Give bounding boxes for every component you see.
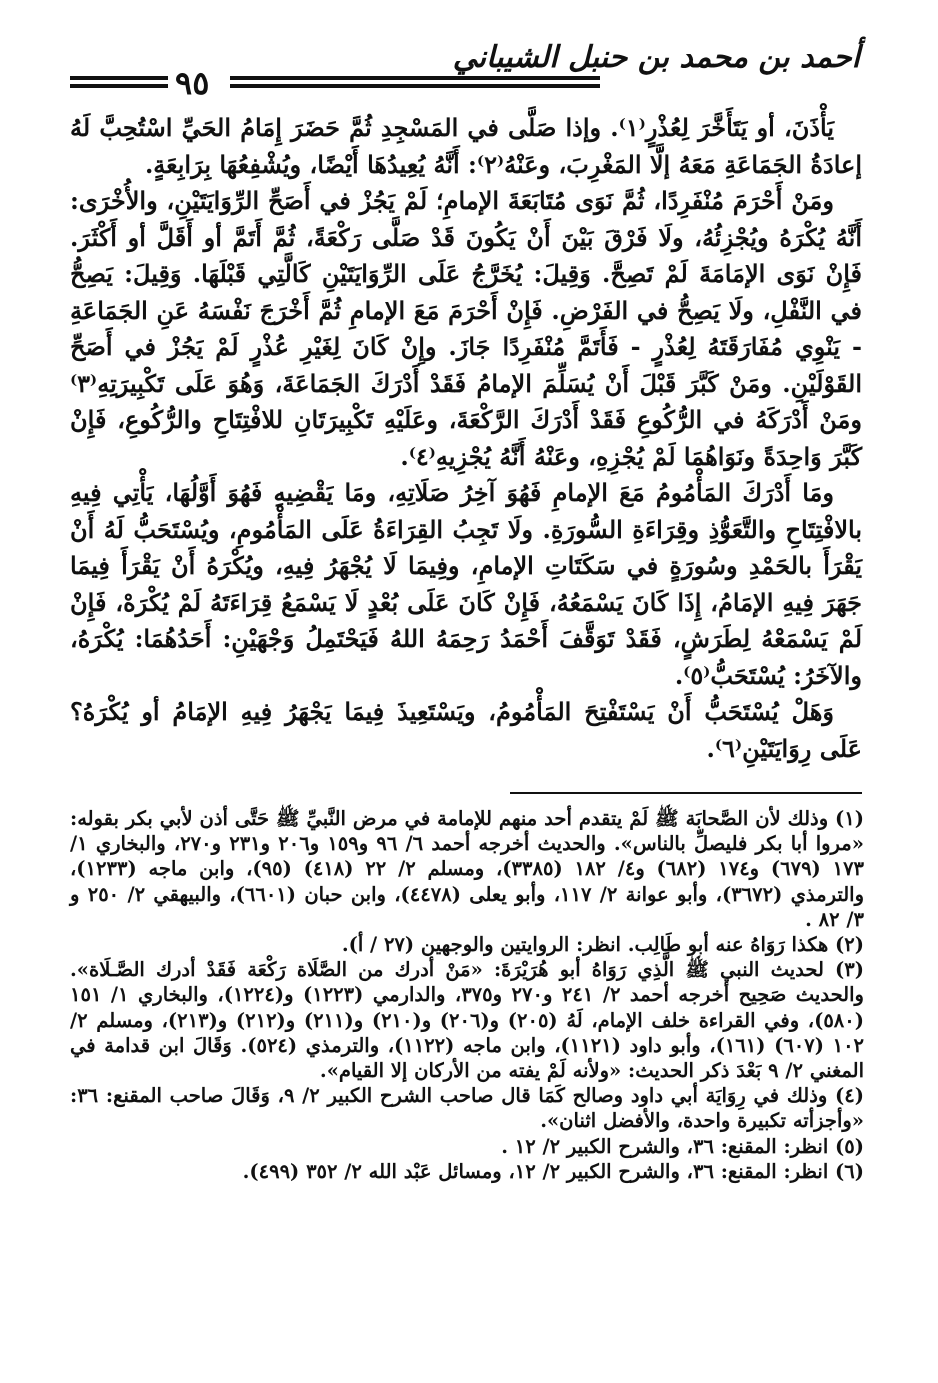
- page-number: ٩٥: [175, 64, 210, 102]
- footnote: (٢) هكذا رَوَاهُ عنه أبو طَالِب. انظر: الروايتين والوجهين (٢٧ / أ).: [341, 933, 864, 957]
- header-rule-left: [70, 76, 168, 92]
- header-rule-right: [230, 76, 600, 92]
- footnotes: [70, 806, 864, 1184]
- paragraph: وَهَلْ يُسْتَحَبُّ أَنْ يَسْتَفْتِحَ المَأْمُومُ، ويَسْتَعِيذَ فِيمَا يَجْهَرُ فِيهِ الإمَامُ أو يُكْرَهُ؟ عَلَى رِوَايَتَيْنِ⁽٦⁾.: [70, 697, 862, 763]
- paragraph: ومَا أَدْرَكَ المَأْمُومُ مَعَ الإمامِ فَهُوَ آخِرُ صَلَاتِهِ، ومَا يَقْضِيهِ فَهُوَ أَوَّلُهَا، يَأْتِي فِيهِ بالافْتِتَاحِ والتَّعَوُّذِ وقِرَاءَةِ السُّورَةِ. ولَا تَجِبُ القِرَاءَةُ عَلَى المَأْمُومِ، ويُسْتَحَبُّ لَهُ أَنْ يَقْرَأَ بالحَمْدِ وسُورَةٍ في سَكَتَاتِ الإمامِ، وفِيمَا لَا يُجْهَرُ فِيهِ، ويُكْرَهُ أَنْ يَقْرَأَ فِيمَا جَهَرَ فِيهِ الإمَامُ، إِذَا كَانَ يَسْمَعُهُ، فَإِنْ كَانَ عَلَى بُعْدٍ لَا يَسْمَعُ قِرَاءَتَهُ لَمْ يُكْرَهْ، فَإِنْ لَمْ يَسْمَعْهُ لِطَرَشٍ، فَقَدْ تَوَقَّفَ أَحْمَدُ رَحِمَهُ اللهُ فَيَحْتَمِلُ وَجْهَيْنِ: أَحَدُهُمَا: يُكْرَهُ، والآخَرُ: يُسْتَحَبُّ⁽٥⁾.: [70, 478, 862, 690]
- footnote: (١) وذلك لأن الصَّحابَة ﷺ لَمْ يتقدم أحد منهم للإمامة في مرض النَّبيِّ ﷺ حَتَّى أذن لأبي بكر بقوله: «مروا أبا بكر فليصلِّ بالناس». والحديث أخرجه أحمد ٦/ ٩٦ و١٥٩ و٢٠٦ و٢٣١ و٢٧٠، والبخاري ١/ ١٧٣ (٦٧٩) و١٧٤ (٦٨٢) و٤/ ١٨٢ (٣٣٨٥)، ومسلم ٢/ ٢٢ (٤١٨) (٩٥)، وابن ماجه (١٢٣٣)، والترمذي (٣٦٧٢)، وأبو عوانة ٢/ ١١٧، وأبو يعلى (٤٤٧٨)، وابن حبان (٦٦٠١)، والبيهقي ٢/ ٢٥٠ و ٣/ ٨٢ .: [70, 807, 865, 931]
- paragraph: يَأْذَنَ، أو يَتَأَخَّرَ لِعُذْرٍ⁽١⁾. وإذا صَلَّى في المَسْجِدِ ثُمَّ حَضَرَ إِمَامُ الحَيِّ اسْتُحِبَّ لَهُ إعادَةُ الجَمَاعَةِ مَعَهُ إلَّا المَغْرِبَ، وعَنْهُ⁽٢⁾: أَنَّهُ يُعِيدُهَا أَيْضًا، ويُشْفِعُهَا بِرَابِعَةٍ.: [70, 113, 862, 179]
- footnote: (٣) لحديث النبي ﷺ الَّذِي رَوَاهُ أبو هُرَيْرَةَ: «مَنْ أدرك من الصَّلَاة رَكْعَة فَقَدْ أدرك الصَّـلَاة». والحديث صَحِيح أخرجه أحمد ٢/ ٢٤١ و٢٧٠ و٣٧٥، والدارمي (١٢٢٣) و(١٢٢٤)، والبخاري ١/ ١٥١ (٥٨٠)، وفي القراءة خلف الإمام، لَهُ (٢٠٥) و(٢٠٦) و(٢١٠) و(٢١١) و(٢١٢) و(٢١٣)، ومسلم ٢/ ١٠٢ (٦٠٧) (١٦١)، وأبو داود (١١٢١)، وابن ماجه (١١٢٢)، والترمذي (٥٢٤). وَقَالَ ابن قدامة في المغني ٢/ ٩ بَعْدَ ذكر الحديث: «ولأنه لَمْ يفته من الأركان إلا القيام».: [70, 958, 865, 1083]
- footnote: (٤) وذلك في رِوَايَة أبي داود وصالح كَمَا قال صاحب الشرح الكبير ٢/ ٩، وَقَالَ صاحب المقنع: ٣٦: «وأجزأته تكبيرة واحدة، والأفضل اثنان».: [70, 1084, 864, 1133]
- page-header: [70, 40, 860, 100]
- paragraph: ومَنْ أَحْرَمَ مُنْفَرِدًا، ثُمَّ نَوَى مُتَابَعَةَ الإمامِ؛ لَمْ يَجُزْ في أَصَحِّ الرِّوَايَتَيْنِ، والأُخْرَى: أَنَّهُ يُكْرَهُ ويُجْزِئُهُ، ولَا فَرْقَ بَيْنَ أَنْ يَكُونَ قَدْ صَلَّى رَكْعَةً، ثُمَّ أَتَمَّ أو أَقَلَّ أو أَكْثَرَ. فَإِنْ نَوَى الإمَامَةَ لَمْ تَصِحَّ. وَقِيلَ: يُخَرَّجُ عَلَى الرِّوَايَتَيْنِ كَالَّتِي قَبْلَهَا. وَقِيلَ: يَصِحُّ في النَّفْلِ، ولَا يَصِحُّ في الفَرْضِ. فَإِنْ أَحْرَمَ مَعَ الإمامِ ثُمَّ أَخْرَجَ نَفْسَهُ عَنِ الجَمَاعَةِ - يَنْوِي مُفَارَقَتَهُ لِعُذْرٍ - فَأَتَمَّ مُنْفَرِدًا جَازَ. وإِنْ كَانَ لِغَيْرِ عُذْرٍ لَمْ يَجُزْ في أَصَحِّ القَوْلَيْنِ. ومَنْ كَبَّرَ قَبْلَ أَنْ يُسَلِّمَ الإمامُ فَقَدْ أَدْرَكَ الجَمَاعَةَ، وَهُوَ عَلَى تَكْبِيرَتِهِ⁽٣⁾ ومَنْ أَدْرَكَهُ في الرُّكُوعِ فَقَدْ أَدْرَكَ الرَّكْعَةَ، وعَلَيْهِ تَكْبِيرَتَانِ للافْتِتَاحِ والرُّكُوعِ، فَإِنْ كَبَّرَ وَاحِدَةً ونَوَاهُمَا لَمْ يُجْزِهِ، وعَنْهُ أَنَّهُ يُجْزِيهِ⁽٤⁾.: [70, 186, 862, 471]
- footnote-separator: [510, 792, 862, 794]
- main-text: [70, 110, 862, 767]
- footnote: (٦) انظر: المقنع: ٣٦، والشرح الكبير ٢/ ١٢، ومسائل عَبْد الله ٢/ ٣٥٢ (٤٩٩).: [242, 1159, 864, 1183]
- running-title: أحمد بن محمد بن حنبل الشيباني: [452, 40, 860, 75]
- footnote: (٥) انظر: المقنع: ٣٦، والشرح الكبير ٢/ ١٢ .: [501, 1134, 864, 1158]
